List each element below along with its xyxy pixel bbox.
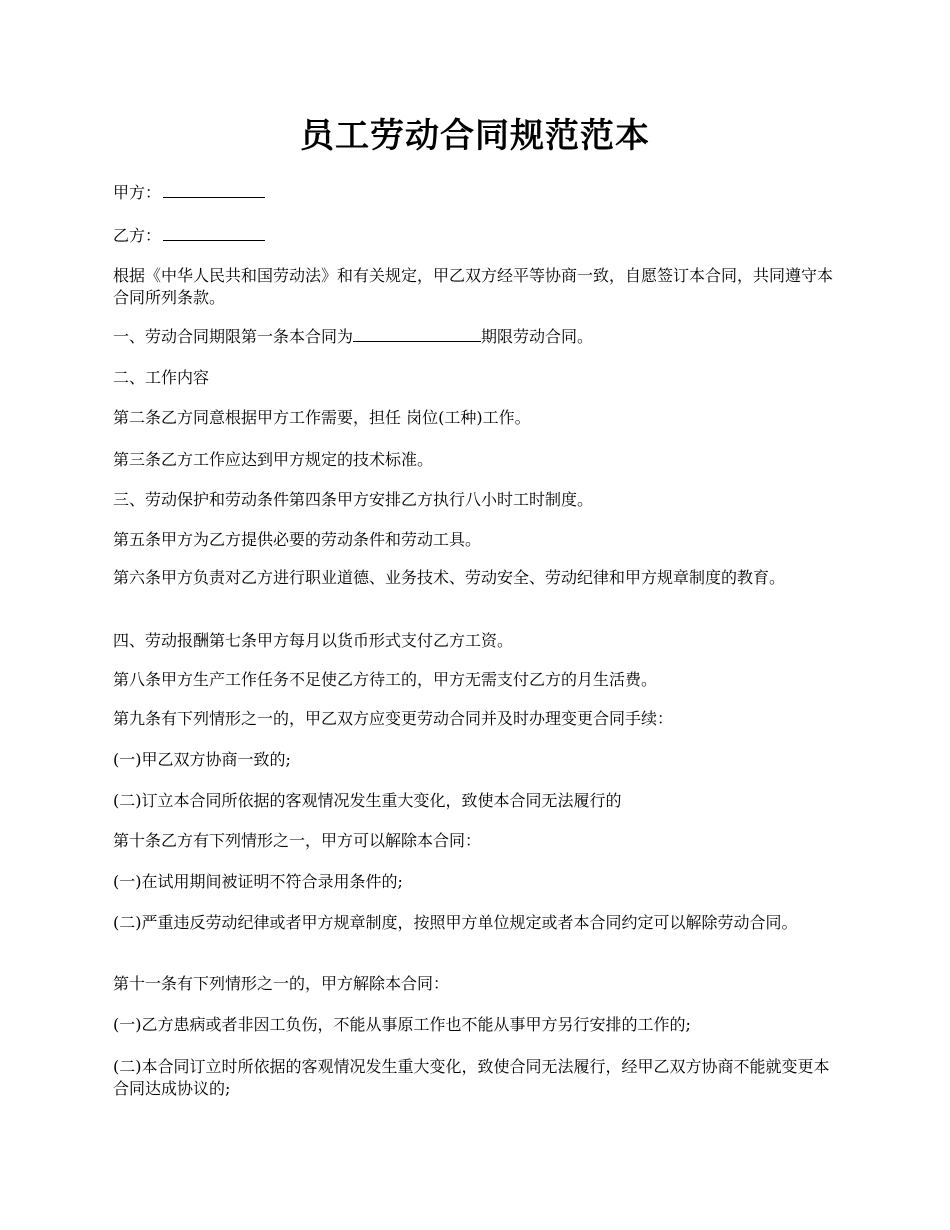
paragraph: 第八条甲方生产工作任务不足使乙方待工的，甲方无需支付乙方的月生活费。 (113, 670, 658, 689)
paragraph: 第五条甲方为乙方提供必要的劳动条件和劳动工具。 (113, 530, 482, 549)
paragraph: (二)严重违反劳动纪律或者甲方规章制度，按照甲方单位规定或者本合同约定可以解除劳动合同。 (113, 913, 798, 932)
party-b-label: 乙方： (113, 226, 162, 245)
paragraph: 第九条有下列情形之一的，甲乙双方应变更劳动合同并及时办理变更合同手续： (113, 709, 674, 728)
clause-1-prefix: 一、劳动合同期限第一条本合同为 (113, 327, 354, 346)
party-a-line (113, 181, 265, 204)
document-title: 员工劳动合同规范范本 (300, 116, 650, 156)
paragraph: 第六条甲方负责对乙方进行职业道德、业务技术、劳动安全、劳动纪律和甲方规章制度的教育。 (113, 568, 786, 587)
clause-1-suffix: 期限劳动合同。 (481, 327, 594, 346)
party-a-blank (163, 181, 265, 198)
paragraph: 第十一条有下列情形之一的，甲方解除本合同： (113, 974, 450, 993)
paragraph: (二)本合同订立时所依据的客观情况发生重大变化，致使合同无法履行，经甲乙双方协商不能就变更本合同达成协议的; (113, 1057, 830, 1098)
party-b-blank (163, 224, 265, 241)
paragraph: 二、工作内容 (113, 368, 210, 387)
intro-paragraph: 根据《中华人民共和国劳动法》和有关规定，甲乙双方经平等协商一致，自愿签订本合同，共同遵守本合同所列条款。 (113, 266, 834, 307)
paragraph: (二)订立本合同所依据的客观情况发生重大变化，致使本合同无法履行的 (113, 791, 622, 810)
paragraph: 四、劳动报酬第七条甲方每月以货币形式支付乙方工资。 (113, 631, 514, 650)
clause-1 (113, 325, 843, 348)
paragraph: (一)乙方患病或者非因工负伤，不能从事原工作也不能从事甲方另行安排的工作的; (113, 1015, 691, 1034)
paragraph: (一)甲乙双方协商一致的; (113, 750, 291, 769)
paragraph: (一)在试用期间被证明不符合录用条件的; (113, 872, 403, 891)
party-a-label: 甲方： (113, 183, 162, 202)
paragraph: 第三条乙方工作应达到甲方规定的技术标准。 (113, 450, 434, 469)
paragraph: 第十条乙方有下列情形之一，甲方可以解除本合同： (113, 831, 482, 850)
contract-term-blank (353, 325, 481, 342)
party-b-line (113, 224, 265, 247)
paragraph: 第二条乙方同意根据甲方工作需要，担任 岗位(工种)工作。 (113, 408, 531, 427)
paragraph: 三、劳动保护和劳动条件第四条甲方安排乙方执行八小时工时制度。 (113, 490, 594, 509)
